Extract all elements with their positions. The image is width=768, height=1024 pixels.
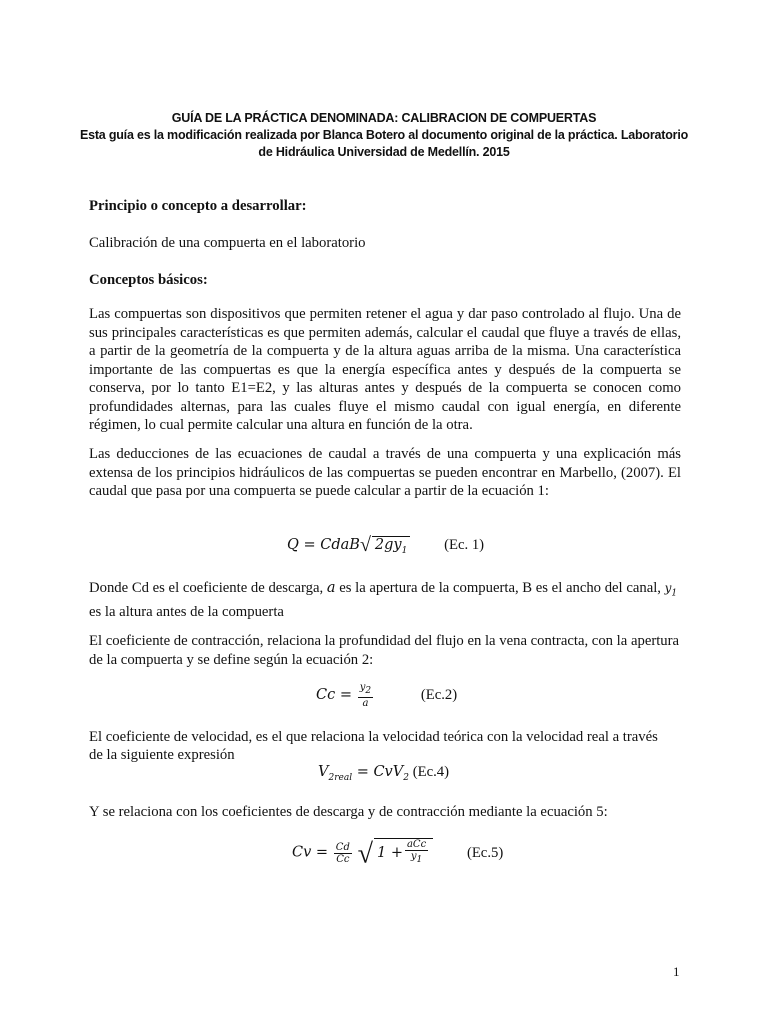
equation-4-tag: (Ec.4) <box>412 764 450 780</box>
paragraph-compuertas: Las compuertas son dispositivos que permiten retener el agua y dar paso controlado al flujo. Una de sus principales características es que permiten además, calcular el caudal que fluye a través de ellas, a partir de la geometría de la compuerta y de la altura aguas arriba de la misma. Una característica importante de las compuertas es que la energía específica antes y después de la compuerta se conserva, por lo tanto E1=E2, y las alturas antes y después de la compuerta se conocen como profundidades alternas, para las cuales fluye el mismo caudal con igual energía, en diferente régimen, lo cual permite calcular una altura en función de la otra. <box>89 306 681 433</box>
document-subtitle-line2: de Hidráulica Universidad de Medellín. 2015 <box>258 145 510 159</box>
equation-5: Cv = $\frac{Cd}{Cc}$ √ 1 + $\frac{\text{aCc}}{y_1}$ (Ec.5) <box>292 838 504 870</box>
equation-5-tag: (Ec.5) <box>466 844 504 861</box>
document-title: GUÍA DE LA PRÁCTICA DENOMINADA: CALIBRACION DE COMPUERTAS <box>171 111 597 125</box>
section2-heading: Conceptos básicos: <box>89 272 208 288</box>
equation-4: $V_{2real} = CvV_2$ (Ec.4) <box>318 764 450 783</box>
paragraph-coef-contraccion: El coeficiente de contracción, relaciona la profundidad del flujo en la vena contracta, con la apertura de la compuerta y se define según la ecuación 2: <box>89 633 680 668</box>
equation-2-tag: (Ec.2) <box>420 686 458 703</box>
document-header <box>60 110 708 161</box>
section1-heading: Principio o concepto a desarrollar: <box>89 198 307 214</box>
paragraph-donde: Donde Cd es el coeficiente de descarga, a es la apertura de la compuerta, B es el ancho del canal, $y_1$ es la altura antes de la compuerta <box>89 580 678 620</box>
sqrt-symbol: √ <box>359 534 371 556</box>
paragraph-coef-velocidad-1: El coeficiente de velocidad, es el que relaciona la velocidad teórica con la velocidad real a través <box>89 729 658 745</box>
equation-1-tag: (Ec. 1) <box>444 537 485 553</box>
equation-2: Cc = $\frac{y_2}{a}$ (Ec.2) <box>316 682 458 709</box>
page-number: 1 <box>673 964 680 979</box>
paragraph-deducciones: Las deducciones de las ecuaciones de caudal a través de una compuerta y una explicación más extensa de los principios hidráulicos de las compuertas se pueden encontrar en Marbello, (2007). El caudal que pasa por una compuerta se puede calcular a partir de la ecuación 1: <box>89 446 681 499</box>
paragraph-coef-velocidad-2: de la siguiente expresión <box>89 747 235 763</box>
section1-text: Calibración de una compuerta en el laboratorio <box>89 235 366 251</box>
equation-1: Q = CdaB√ $2gy_1$ (Ec. 1) <box>287 534 485 556</box>
document-subtitle-line1: Esta guía es la modificación realizada por Blanca Botero al documento original de la práctica. Laboratorio <box>79 128 689 142</box>
paragraph-relacion: Y se relaciona con los coeficientes de descarga y de contracción mediante la ecuación 5: <box>89 804 608 820</box>
sqrt-symbol: √ <box>357 838 373 870</box>
